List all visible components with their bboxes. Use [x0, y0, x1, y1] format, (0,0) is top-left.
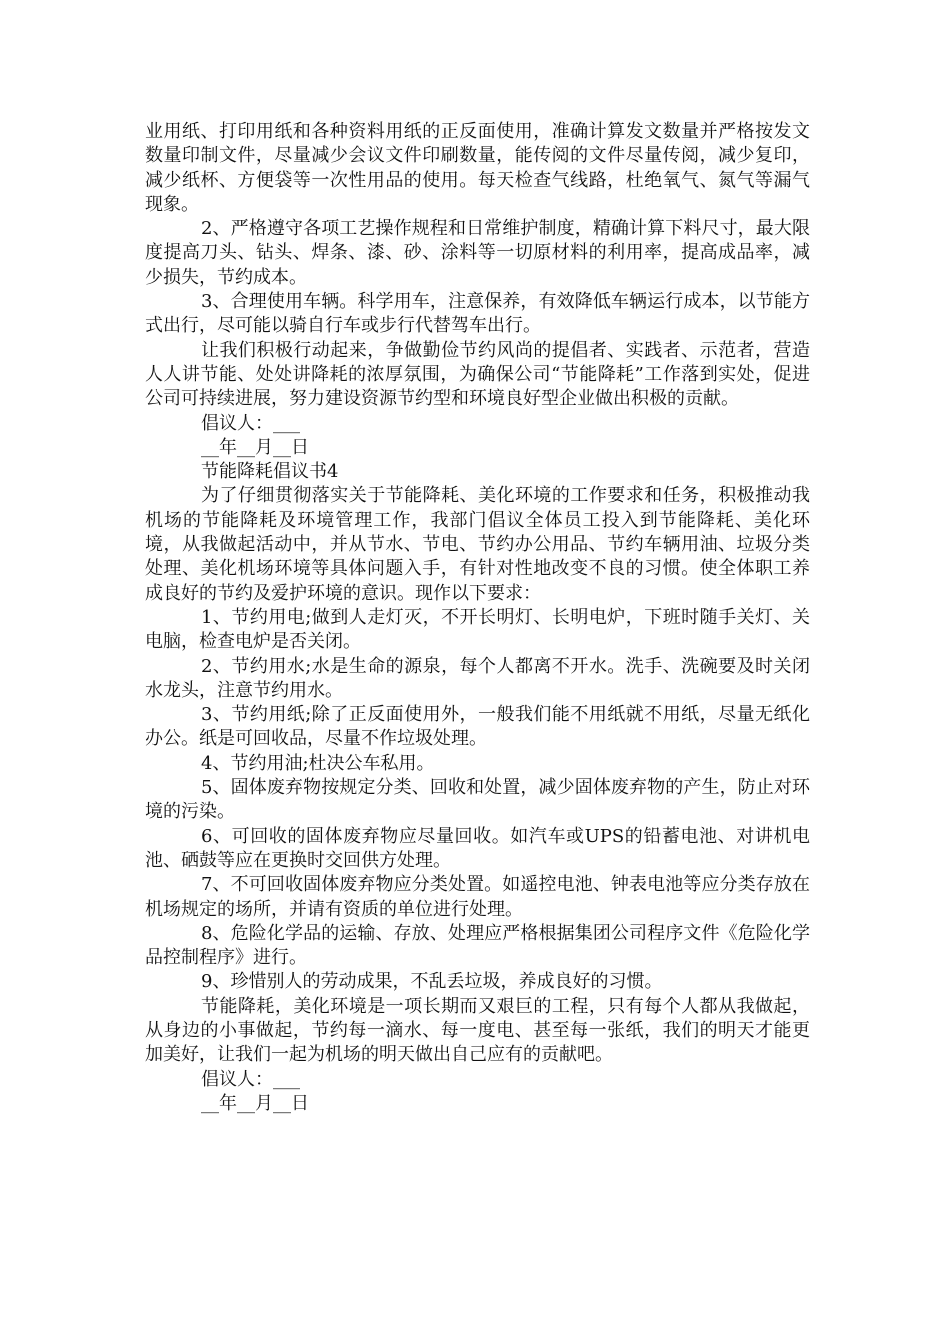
requirement-item-3: 3、节约用纸;除了正反面使用外，一般我们能不用纸就不用纸，尽量无纸化办公。纸是可回收品，尽量不作垃圾处理。 [145, 704, 810, 750]
signature-proposer-2: 倡议人：___ [201, 1068, 300, 1090]
signature-date-2: __年__月__日 [201, 1092, 309, 1114]
requirement-item-8: 8、危险化学品的运输、存放、处理应严格根据集团公司程序文件《危险化学品控制程序》进行。 [145, 922, 810, 969]
requirement-item-5: 5、固体废弃物按规定分类、回收和处置，减少固体废弃物的产生，防止对环境的污染。 [145, 777, 810, 823]
signature-proposer: 倡议人：___ [201, 412, 300, 434]
requirement-item-7: 7、不可回收固体废弃物应分类处置。如遥控电池、钟表电池等应分类存放在机场规定的场所，并请有资质的单位进行处理。 [145, 874, 810, 920]
signature-date: __年__月__日 [201, 436, 309, 458]
paragraph-conclusion: 节能降耗，美化环境是一项长期而又艰巨的工程，只有每个人都从我做起，从身边的小事做起，节约每一滴水、每一度电、甚至每一张纸，我们的明天才能更加美好，让我们一起为机场的明天做出自己应有的贡献吧。 [145, 995, 810, 1066]
paragraph-call-to-action: 让我们积极行动起来，争做勤俭节约风尚的提倡者、实践者、示范者，营造人人讲节能、处处讲降耗的浓厚氛围，为确保公司“节能降耗”工作落到实处，促进公司可持续进展，努力建设资源节约型和环境良好型企业做出积极的贡献。 [145, 339, 810, 410]
paragraph-intro: 为了仔细贯彻落实关于节能降耗、美化环境的工作要求和任务，积极推动我机场的节能降耗及环境管理工作，我部门倡议全体员工投入到节能降耗、美化环境，从我做起活动中，并从节水、节电、节约办公用品、节约车辆用油、垃圾分类处理、美化机场环境等具体问题入手，有针对性地改变不良的习惯。使全体职工养成良好的节约及爱护环境的意识。现作以下要求： [145, 485, 810, 604]
section-title: 节能降耗倡议书4 [201, 461, 339, 483]
requirement-item-4: 4、节约用油;杜决公车私用。 [201, 752, 435, 774]
requirement-item-2: 2、节约用水;水是生命的源泉，每个人都离不开水。洗手、洗碗要及时关闭水龙头，注意节约用水。 [145, 655, 810, 701]
requirement-item-6: 6、可回收的固体废弃物应尽量回收。如汽车或UPS的铅蓄电池、对讲机电池、硒鼓等应在更换时交回供方处理。 [145, 825, 810, 871]
document-body [145, 120, 810, 1116]
requirement-item-9: 9、珍惜别人的劳动成果，不乱丢垃圾，养成良好的习惯。 [201, 971, 663, 993]
paragraph-item-3: 3、合理使用车辆。科学用车，注意保养，有效降低车辆运行成本，以节能方式出行，尽可能以骑自行车或步行代替驾车出行。 [145, 291, 810, 337]
requirement-item-1: 1、节约用电;做到人走灯灭，不开长明灯、长明电炉，下班时随手关灯、关电脑，检查电炉是否关闭。 [145, 606, 810, 653]
paragraph-item-2: 2、严格遵守各项工艺操作规程和日常维护制度，精确计算下料尺寸，最大限度提高刀头、钻头、焊条、漆、砂、涂料等一切原材料的利用率，提高成品率，减少损失，节约成本。 [145, 218, 810, 288]
paragraph-continued: 业用纸、打印用纸和各种资料用纸的正反面使用，准确计算发文数量并严格按发文数量印制文件，尽量减少会议文件印刷数量，能传阅的文件尽量传阅，减少复印，减少纸杯、方便袋等一次性用品的使用。每天检查气线路，杜绝氧气、氮气等漏气现象。 [145, 121, 810, 215]
